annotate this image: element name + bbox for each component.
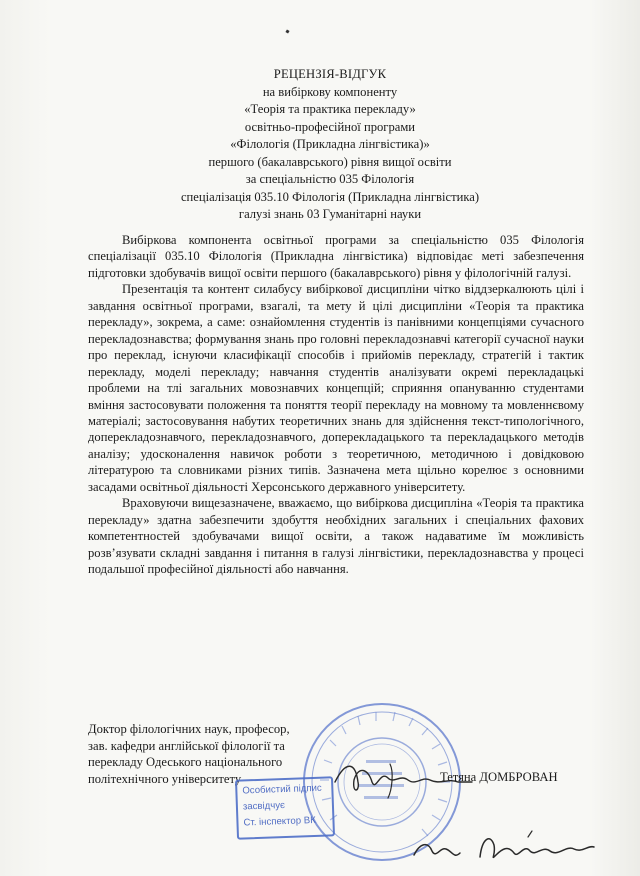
signatory-position-cont: перекладу Одеського національного: [88, 755, 283, 769]
header-line: на вибіркову компоненту: [262, 84, 398, 99]
reviewer-name: Тетяна ДОМБРОВАН: [440, 770, 558, 784]
signatory-position: зав. кафедри англійської філології та: [88, 738, 285, 753]
paragraph: Презентація та контент силабусу вибіркової дисципліни чітко віддзеркалюють цілі і завдання освітньої програми, взагалі, та мету й цілі дисципліни «Теорія та практика перекладу», зокрема, а саме: ознайомлення студентів із панівними концепціями сучасного перекладознавства; формування знань про головні перекладознавчі категорії сучасної науки про переклад, існуючи класифікації способів і прийомів перекладу, стратегій і тактик перекладу, моделі перекладу; навчання студентів аналізувати окремі перекладацькі проблеми на тлі загальних мовознавчих концепцій; сприяння опануванню студентами вміння застосовувати положення та поняття теорії перекладу на мовному та мовленнєвому матеріалі; застосовування набутих теоретичних знань для здійснення текст-типологічного, доперекладознавчого, перекладознавчого, доперекладацького та перекладацького методів аналізу; удосконалення навичок роботи з теоретичною, методичною і довідковою літературою та словниками різних типів. Зазначена мета щільно корелює з основними засадами освітньої діяльності Херсонського державного університету.: [88, 282, 584, 494]
header-line: «Філологія (Прикладна лінгвістика)»: [230, 137, 430, 151]
certification-stamp: [235, 776, 335, 839]
paragraph: Враховуючи вищезазначене, вважаємо, що вибіркова дисципліна «Теорія та практика перекладу» здатна забезпечити здобуття необхідних загальних і спеціальних фахових компетентностей здобувачами вищої освіти, а також надаватиме їм можливість розв’язувати складні завдання і питання в галузі лінгвістики, перекладознавства у процесі подальшої професійної діяльності або навчання.: [88, 496, 584, 577]
header-line: галузі знань 03 Гуманітарні науки: [238, 207, 422, 221]
certifier-signature: [410, 825, 600, 870]
header-line: першого (бакалаврського) рівня вищої освіти: [208, 154, 452, 169]
signatory-degree: Доктор філологічних наук, професор,: [88, 722, 290, 736]
scan-mark: [285, 29, 289, 33]
header-line: спеціалізація 035.10 Філологія (Прикладна лінгвістика): [180, 189, 480, 204]
review-body: [88, 232, 584, 578]
paragraph: Вибіркова компонента освітньої програми за спеціальністю 035 Філологія спеціалізації 035.10 Філологія (Прикладна лінгвістика) відповідає меті забезпечення підготовки здобувачів вищої освіти першого (бакалаврського) рівня у філологічній галузі.: [88, 233, 584, 280]
stamp-line: засвідчує: [242, 800, 286, 813]
document-header: [60, 66, 600, 224]
signatory-university: політехнічного університету: [88, 771, 242, 786]
header-line: за спеціальністю 035 Філологія: [245, 172, 415, 186]
stamp-line: Особистий підпис: [242, 782, 322, 797]
document-title: РЕЦЕНЗІЯ-ВІДГУК: [273, 67, 387, 81]
stamp-line: Ст. інспектор ВК: [243, 814, 316, 829]
header-line: освітньо-професійної програми: [244, 119, 416, 134]
header-line: «Теорія та практика перекладу»: [244, 102, 416, 116]
